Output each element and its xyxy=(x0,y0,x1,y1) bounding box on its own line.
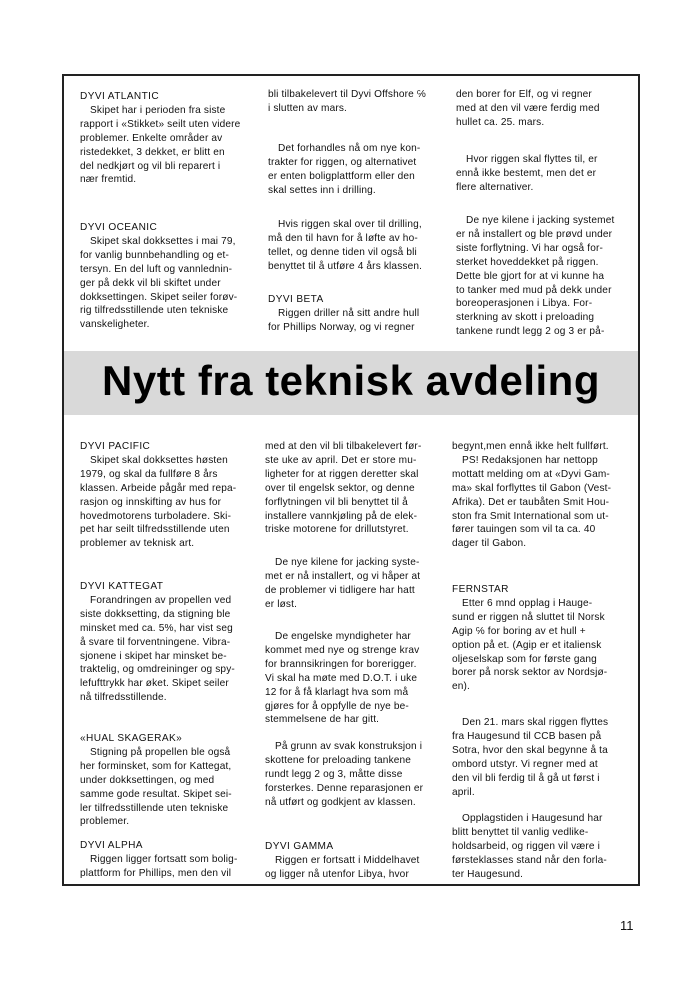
text-line: borer på norsk sektor av Nordsjø- xyxy=(452,667,608,679)
text-line: er enten boligplattform eller den xyxy=(268,170,415,182)
text-line: triske motorene for drillutstyret. xyxy=(265,524,409,536)
text-line: begynt,men ennå ikke helt fullført. xyxy=(452,441,609,452)
text-line: vanskeligheter. xyxy=(80,319,150,331)
text-line: i slutten av mars. xyxy=(268,102,347,114)
text-line: De nye kilene for jacking syste- xyxy=(275,557,420,568)
text-line: problemer. xyxy=(80,816,130,828)
section-dyvi-alpha xyxy=(80,839,258,881)
text-line: fra Haugesund til CCB basen på xyxy=(452,730,602,742)
text-line: Den 21. mars skal riggen flyttes xyxy=(462,717,609,728)
text-line: ma» skal forflyttes til Gabon (Vest- xyxy=(452,482,612,494)
text-line: rasjon og innskifting av hus for xyxy=(80,496,222,508)
section-heading: DYVI GAMMA xyxy=(265,841,334,852)
text-line: hovedmotorens turboladere. Ski- xyxy=(80,510,232,522)
text-line: På grunn av svak konstruksjon i xyxy=(275,741,423,752)
text-line: mottatt melding om at «Dyvi Gam- xyxy=(452,468,610,480)
section-heading: DYVI OCEANIC xyxy=(80,222,158,233)
text-line: minsket med ca. 5%, har vist seg xyxy=(80,622,233,634)
text-line: gjøres for å oppfylle de nye be- xyxy=(265,700,409,712)
section-heading: DYVI ATLANTIC xyxy=(80,91,160,102)
text-line: fører tauingen som vil ta ca. 40 xyxy=(452,524,596,536)
paragraph xyxy=(452,716,634,799)
text-line: en). xyxy=(452,681,470,693)
page-number: 11 xyxy=(620,918,634,933)
section-dyvi-atlantic xyxy=(80,90,258,187)
text-line: rapport i «Stikket» seilt uten videre xyxy=(80,118,241,130)
text-line: førsteklasses stand når den forla- xyxy=(452,854,607,866)
text-line: skal settes inn i drilling. xyxy=(268,184,376,196)
section-heading: FERNSTAR xyxy=(452,584,509,595)
text-line: Dette ble gjort for at vi kunne ha xyxy=(456,270,605,282)
text-line: pet har seilt tilfredsstillende uten xyxy=(80,524,230,536)
text-line: trakter for riggen, og alternativet xyxy=(268,156,417,168)
text-line: benyttet til å utføre 4 års klassen. xyxy=(268,260,423,272)
text-line: rig tilfredsstillende uten tekniske xyxy=(80,305,229,317)
section-banner xyxy=(64,351,638,415)
text-line: bli tilbakelevert til Dyvi Offshore ℅ xyxy=(268,89,426,100)
section-dyvi-gamma xyxy=(265,840,447,882)
paragraph xyxy=(456,153,634,195)
text-line: med at den vil være ferdig med xyxy=(456,102,600,114)
section-heading: «HUAL SKAGERAK» xyxy=(80,733,183,744)
text-line: Opplagstiden i Haugesund har xyxy=(462,813,603,824)
text-line: den vil bli ferdig til å gå ut først i xyxy=(452,772,600,784)
section-dyvi-pacific xyxy=(80,440,258,551)
text-line: kommet med nye og strenge krav xyxy=(265,644,420,656)
section-heading: DYVI ALPHA xyxy=(80,840,143,851)
text-line: her forminsket, som for Kattegat, xyxy=(80,760,232,772)
section-dyvi-kattegat xyxy=(80,580,258,705)
text-line: to tanker med mud på dekk under xyxy=(456,284,612,296)
text-line: forflytningen vil bli benyttet til å xyxy=(265,496,408,508)
text-line: klassen. Arbeide pågår med repa- xyxy=(80,482,237,494)
text-line: Stigning på propellen ble også xyxy=(90,746,231,758)
section-heading: DYVI BETA xyxy=(268,294,324,305)
paragraph xyxy=(265,630,447,727)
text-line: med at den vil bli tilbakelevert før- xyxy=(265,441,422,452)
text-line: sund er riggen nå sluttet til Norsk xyxy=(452,611,605,623)
text-line: og ligger nå utenfor Libya, hvor xyxy=(265,868,409,880)
section-dyvi-beta xyxy=(268,293,448,335)
paragraph xyxy=(456,88,634,130)
text-line: nå tilfredsstillende. xyxy=(80,692,167,704)
text-line: stemmelsene de har gitt. xyxy=(265,714,380,726)
text-line: Riggen er fortsatt i Middelhavet xyxy=(275,854,420,866)
text-line: er løst. xyxy=(265,598,298,610)
text-line: boreoperasjonen i Libya. For- xyxy=(456,298,593,310)
text-line: PS! Redaksjonen har nettopp xyxy=(462,454,598,466)
paragraph xyxy=(268,88,448,116)
text-line: 1979, og skal da fullføre 8 års xyxy=(80,468,218,480)
text-line: met er nå installert, og vi håper at xyxy=(265,570,421,582)
text-line: siste dokksetting, da stigning ble xyxy=(80,608,231,620)
text-line: samme gode resultat. Skipet sei- xyxy=(80,788,232,800)
text-line: oljeselskap som for første gang xyxy=(452,653,597,665)
text-line: flere alternativer. xyxy=(456,181,534,193)
paragraph xyxy=(456,214,634,339)
paragraph xyxy=(268,142,448,198)
text-line: nær fremtid. xyxy=(80,174,137,186)
text-line: problemer. Enkelte områder av xyxy=(80,132,223,144)
text-line: sterkning av skott i preloading xyxy=(456,312,595,324)
section-heading: DYVI KATTEGAT xyxy=(80,581,164,592)
text-line: april. xyxy=(452,786,475,798)
text-line: 12 for å få klarlagt hva som må xyxy=(265,686,409,698)
section-fernstar xyxy=(452,583,634,694)
text-line: Hvis riggen skal over til drilling, xyxy=(278,219,422,230)
text-line: for vanlig bunnbehandling og et- xyxy=(80,249,230,261)
text-line: ston fra Smit International som ut- xyxy=(452,510,609,522)
text-line: ristedekket, 3 dekket, er blitt en xyxy=(80,146,225,158)
text-line: blitt benyttet til vanlig vedlike- xyxy=(452,826,589,838)
paragraph xyxy=(452,812,634,882)
text-line: for Phillips Norway, og vi regner xyxy=(268,321,415,333)
text-line: Skipet skal dokksettes høsten xyxy=(90,454,228,466)
text-line: dokksettingen. Skipet seiler forøv- xyxy=(80,291,238,303)
text-line: ombord utstyr. Vi regner med at xyxy=(452,758,598,770)
text-line: sjonene i skipet har minsket be- xyxy=(80,650,227,662)
section-heading: DYVI PACIFIC xyxy=(80,441,151,452)
text-line: Riggen driller nå sitt andre hull xyxy=(278,307,420,319)
text-line: nå utført og godkjent av klassen. xyxy=(265,796,416,808)
text-line: dager til Gabon. xyxy=(452,538,527,550)
text-line: Sotra, hvor den skal begynne å ta xyxy=(452,744,608,756)
text-line: tankene rundt legg 2 og 3 er på- xyxy=(456,326,605,338)
text-line: holdsarbeid, og riggen vil være i xyxy=(452,840,601,852)
section-hual-skagerak xyxy=(80,732,258,829)
text-line: skottene for preloading tankene xyxy=(265,754,412,766)
text-line: De engelske myndigheter har xyxy=(275,631,411,642)
text-line: traktelig, og omdreininger og spy- xyxy=(80,664,235,676)
text-line: tellet, og denne tiden vil også bli xyxy=(268,246,417,258)
text-line: installere vannkjøling på de elek- xyxy=(265,510,418,522)
text-line: Hvor riggen skal flyttes til, er xyxy=(466,154,598,165)
text-line: å svare til forventningene. Vibra- xyxy=(80,636,231,648)
text-line: option på et. (Agip er et italiensk xyxy=(452,639,602,651)
text-line: ligheter for at riggen deretter skal xyxy=(265,468,419,480)
text-line: ste uke av april. Det er store mu- xyxy=(265,454,417,466)
text-line: de problemer vi tidligere har hatt xyxy=(265,584,415,596)
text-line: ter Haugesund. xyxy=(452,868,524,880)
text-line: tersyn. En del luft og vannlednin- xyxy=(80,263,233,275)
text-line: siste forflytning. Vi har også for- xyxy=(456,242,604,254)
paragraph xyxy=(265,440,447,537)
text-line: over til engelsk sektor, og denne xyxy=(265,482,415,494)
paragraph xyxy=(452,440,634,551)
text-line: plattform for Phillips, men den vil xyxy=(80,867,232,879)
text-line: ennå ikke bestemt, men det er xyxy=(456,167,597,179)
text-line: Agip ℅ for boring av et hull + xyxy=(452,625,586,637)
text-line: den borer for Elf, og vi regner xyxy=(456,89,592,100)
text-line: ger på dekk vil bli skiftet under xyxy=(80,277,221,289)
text-line: rundt legg 2 og 3, måtte disse xyxy=(265,768,403,780)
text-line: under dokksettingen, og med xyxy=(80,774,215,786)
paragraph xyxy=(268,218,448,274)
text-line: Etter 6 mnd opplag i Hauge- xyxy=(462,597,593,609)
text-line: Forandringen av propellen ved xyxy=(90,594,232,606)
paragraph xyxy=(265,556,447,612)
text-line: Skipet har i perioden fra siste xyxy=(90,104,226,116)
text-line: må den til havn for å løfte av ho- xyxy=(268,232,418,244)
text-line: De nye kilene i jacking systemet xyxy=(466,215,615,226)
text-line: Det forhandles nå om nye kon- xyxy=(278,143,421,154)
text-line: problemer av teknisk art. xyxy=(80,538,195,550)
text-line: Riggen ligger fortsatt som bolig- xyxy=(90,853,238,865)
banner-title: Nytt fra teknisk avdeling xyxy=(102,357,600,404)
text-line: Afrika). Det er taubåten Smit Hou- xyxy=(452,496,610,508)
text-line: er nå installert og ble prøvd under xyxy=(456,228,613,240)
section-dyvi-oceanic xyxy=(80,221,258,332)
paragraph xyxy=(265,740,447,810)
text-line: ler tilfredsstillende uten tekniske xyxy=(80,802,229,814)
text-line: forsterkes. Denne reparasjonen er xyxy=(265,782,424,794)
text-line: for brannsikringen for borerigger. xyxy=(265,658,417,670)
text-line: Vi skal ha møte med D.O.T. i uke xyxy=(265,672,418,684)
text-line: sterket hoveddekket på riggen. xyxy=(456,256,599,268)
text-line: hullet ca. 25. mars. xyxy=(456,116,545,128)
text-line: del nedkjørt og vil bli reparert i xyxy=(80,160,221,172)
text-line: lefufttrykk har øket. Skipet seiler xyxy=(80,678,229,690)
text-line: Skipet skal dokksettes i mai 79, xyxy=(90,235,236,247)
